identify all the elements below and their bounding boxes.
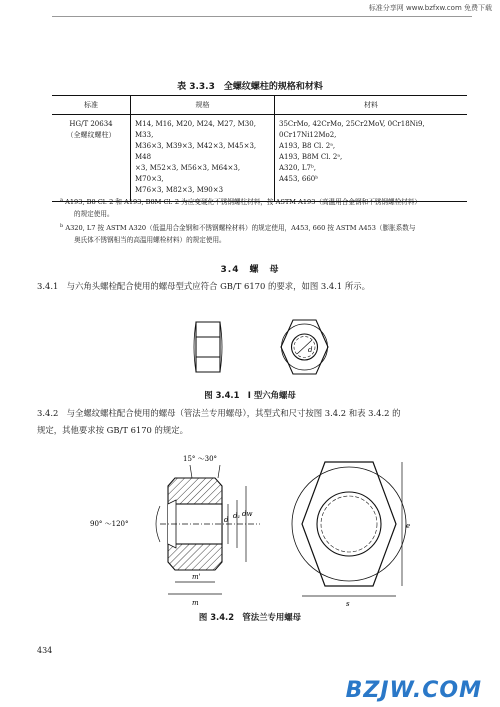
header-standard: 标准 [52,96,131,115]
spec-line: M14, M16, M20, M24, M27, M30, M33, [135,120,256,139]
label-d1: d₁ [233,512,241,520]
spec-line: M76×3, M82×3, M90×3 [135,186,224,194]
nut-hexagon [302,462,396,586]
figure-3-4-1 [150,310,380,386]
spec-line: ×3, M52×3, M56×3, M64×3, M70×3, [135,164,241,183]
dim-d-label: d [308,346,313,354]
clause-3-4-2-line-2: 规定，其他要求按 GB/T 6170 的规定。 [37,425,189,435]
footnote-text: 的规定使用。 [74,210,114,219]
label-s: s [346,600,350,608]
nut-bore [317,492,381,556]
table-header-row [52,96,467,115]
nut-bearing-circle [292,467,406,581]
table-row [52,115,467,202]
table-caption: 表 3.3.3 全螺纹螺柱的规格和材料 [177,82,323,92]
cell-spec [131,115,275,202]
footnote-text: A193, B8 Cl. 2 和 A193, B8M Cl. 2 为应变硬化不锈钢螺柱材料，按 ASTM A193（高温用合金钢和不锈钢螺栓材料） [65,198,421,207]
header-spec: 规格 [131,96,275,115]
nut-side-faces [196,337,220,357]
figure-3-4-2 [80,448,420,608]
clause-3-4-1: 3.4.1 与六角头螺栓配合使用的螺母型式应符合 GB/T 6170 的要求，如图 3.4.1 所示。 [37,281,370,291]
material-line: A320, L7ᵇ, [279,164,316,172]
spec-table [52,95,467,202]
nut-side-chamfer [194,322,222,372]
countersink-arc [156,506,160,542]
footnote-mark: b [60,223,64,229]
standard-line: HG/T 20634 [69,120,113,128]
figure-3-4-2-caption: 图 3.4.2 管法兰专用螺母 [198,612,302,622]
label-m: m [192,599,199,607]
label-m-prime: m' [192,573,201,581]
footnote-a [60,194,470,220]
material-line: A193, B8M Cl. 2ᵃ, [279,153,343,161]
label-d: d [224,516,229,524]
chamfer-angle-leaders [190,465,220,478]
footnote-b [60,220,470,246]
material-line: 35CrMo, 42CrMo, 25Cr2MoV, 0Cr18Ni9, [279,120,425,128]
site-header: 标准分享网 www.bzfxw.com 免费下载 [368,4,492,12]
header-rule [52,16,472,17]
section-heading: 3.4 螺 母 [220,265,280,275]
nut-thread [321,496,377,552]
label-e: e [406,522,411,530]
spec-line: M36×3, M39×3, M42×3, M45×3, M48 [135,142,257,161]
watermark-logo: BZJW.COM [345,678,482,703]
label-countersink-angle: 90° ～120° [90,520,129,528]
header-material: 材料 [275,96,468,115]
material-line: 0Cr17Ni12Mo2, [279,131,337,139]
footnote-text: A320, L7 按 ASTM A320（低温用合金钢和不锈钢螺栓材料）的规定使用，A453, 660 按 ASTM A453（膨胀系数与 [65,224,416,233]
material-line: A193, B8 Cl. 2ᵃ, [279,142,336,150]
page-number: 434 [37,646,53,655]
label-dw: dw [242,510,253,518]
footnote-text: 奥氏体不锈钢相当的高温用螺栓材料）的规定使用。 [74,236,226,245]
material-line: A453, 660ᵇ [279,175,319,183]
nut-side-body [196,322,220,372]
figure-3-4-1-caption: 图 3.4.1 I 型六角螺母 [204,390,296,400]
footnote-mark: a [60,197,63,203]
clause-3-4-2-line-1: 3.4.2 与全螺纹螺柱配合使用的螺母（管法兰专用螺母），其型式和尺寸按图 3.4.2 和表 3.4.2 的 [37,408,401,418]
label-chamfer-angle: 15° ～30° [183,455,218,463]
standard-line: （全螺纹螺柱） [66,131,116,139]
cell-material [275,115,468,202]
cell-standard [52,115,131,202]
